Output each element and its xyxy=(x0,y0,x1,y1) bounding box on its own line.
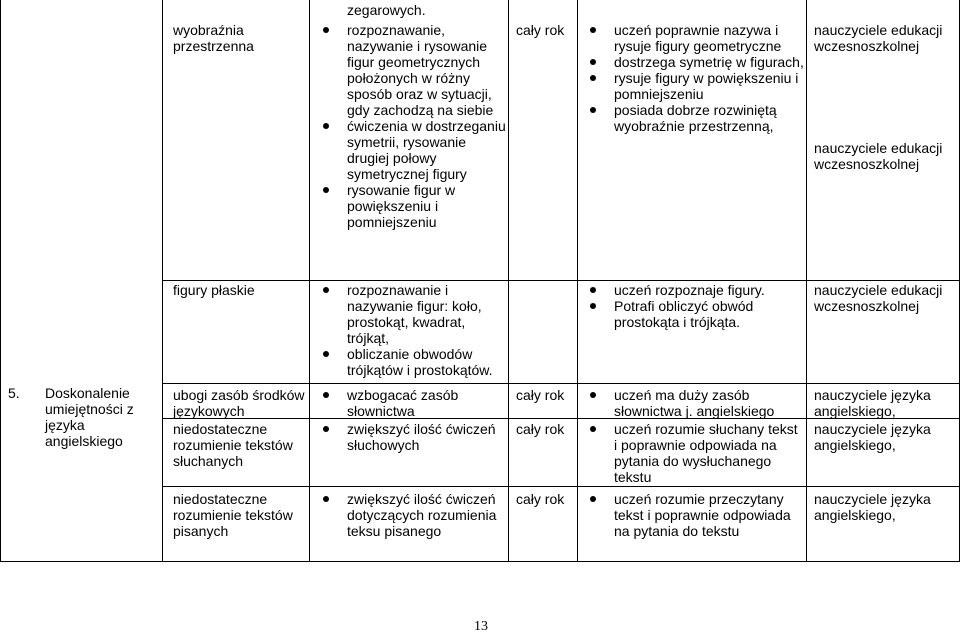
list-item: obliczanie obwodów trójkątów i prostokątów. xyxy=(347,346,507,378)
responsible-cell: nauczyciele języka angielskiego, xyxy=(814,491,931,523)
actions-list xyxy=(347,282,507,378)
time-cell: cały rok xyxy=(516,22,565,38)
effects-list xyxy=(614,387,804,419)
time-cell: cały rok xyxy=(516,421,565,437)
list-item: posiada dobrze rozwiniętą wyobraźnie przestrzenną, xyxy=(614,102,804,134)
list-item: rozpoznawanie i nazywanie figur: koło, prostokąt, kwadrat, trójkąt, xyxy=(347,282,507,346)
responsible-cell: nauczyciele edukacji wczesnoszkolnej xyxy=(814,282,943,314)
list-item: dostrzega symetrię w figurach, xyxy=(614,54,804,70)
list-item: zwiększyć ilość ćwiczeń słuchowych xyxy=(347,421,507,453)
problem-cell: figury płaskie xyxy=(173,282,255,298)
list-item: rysowanie figur w powiększeniu i pomniejszeniu xyxy=(347,182,507,230)
actions-list xyxy=(347,387,507,419)
effects-list xyxy=(614,22,804,134)
page-number: 13 xyxy=(474,619,488,634)
top-fragment: zegarowych. xyxy=(347,2,426,18)
row-number: 5. xyxy=(8,385,20,401)
actions-list xyxy=(347,421,507,453)
list-item: rozpoznawanie, nazywanie i rysowanie figur geometrycznych położonych w różny sposób oraz w sytuacji, gdy zachodzą na siebie xyxy=(347,22,507,118)
effects-list xyxy=(614,491,804,539)
problem-cell: ubogi zasób środków językowych xyxy=(173,387,305,419)
problem-cell: niedostateczne rozumienie tekstów słuchanych xyxy=(173,421,293,469)
list-item: uczeń poprawnie nazywa i rysuje figury geometryczne xyxy=(614,22,804,54)
list-item: wzbogacać zasób słownictwa xyxy=(347,387,507,419)
list-item: ćwiczenia w dostrzeganiu symetrii, rysowanie drugiej połowy symetrycznej figury xyxy=(347,118,507,182)
problem-cell: niedostateczne rozumienie tekstów pisanych xyxy=(173,491,293,539)
time-cell: cały rok xyxy=(516,387,565,403)
list-item: Potrafi obliczyć obwód prostokąta i trójkąta. xyxy=(614,298,804,330)
responsible-cell: nauczyciele edukacji wczesnoszkolnej xyxy=(814,140,943,172)
list-item: zwiększyć ilość ćwiczeń dotyczących rozumienia teksu pisanego xyxy=(347,491,507,539)
actions-list xyxy=(347,491,507,539)
list-item: uczeń ma duży zasób słownictwa j. angielskiego xyxy=(614,387,804,419)
list-item: rysuje figury w powiększeniu i pomniejszeniu xyxy=(614,70,804,102)
effects-list xyxy=(614,282,804,330)
actions-list xyxy=(347,22,507,230)
list-item: uczeń rozumie słuchany tekst i poprawnie odpowiada na pytania do wysłuchanego tekstu xyxy=(614,421,804,485)
problem-cell: wyobraźnia przestrzenna xyxy=(173,22,254,54)
list-item: uczeń rozpoznaje figury. xyxy=(614,282,804,298)
list-item: uczeń rozumie przeczytany tekst i poprawnie odpowiada na pytania do tekstu xyxy=(614,491,804,539)
responsible-cell: nauczyciele języka angielskiego, xyxy=(814,387,931,419)
effects-list xyxy=(614,421,804,485)
responsible-cell: nauczyciele języka angielskiego, xyxy=(814,421,931,453)
area-title: Doskonalenie umiejętności z języka angielskiego xyxy=(45,385,134,449)
responsible-cell: nauczyciele edukacji wczesnoszkolnej xyxy=(814,22,943,54)
time-cell: cały rok xyxy=(516,491,565,507)
